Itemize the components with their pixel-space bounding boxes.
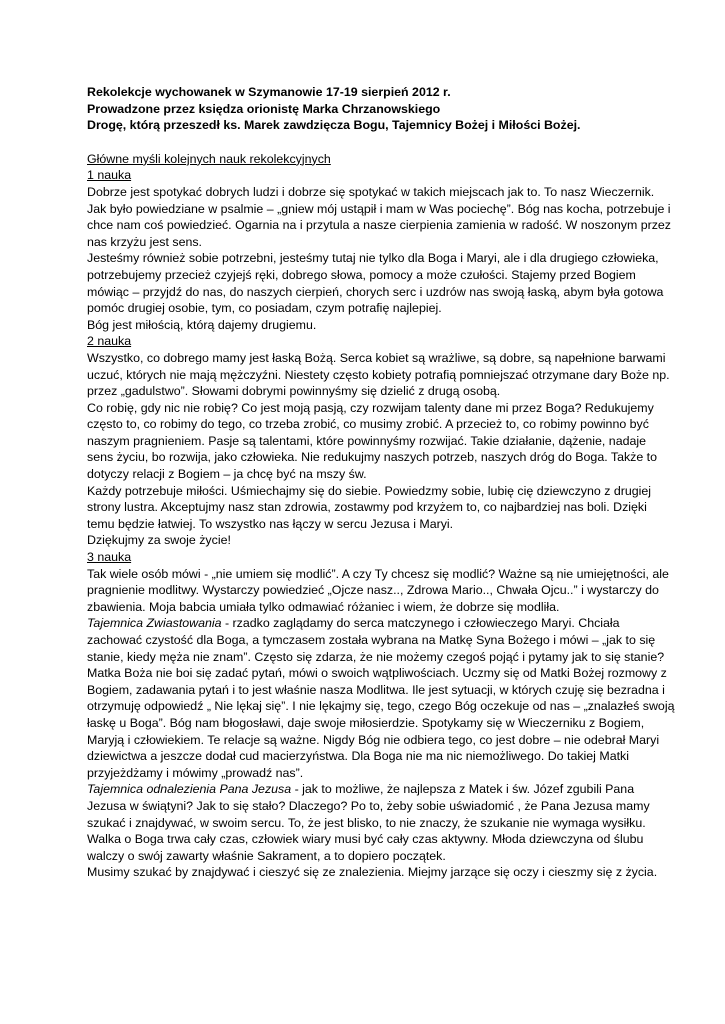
- paragraph: [87, 781, 675, 864]
- paragraph-text: - rzadko zaglądamy do serca matczynego i człowieczego Maryi. Chciała zachować czystość dla Boga, a tymczasem została wybrana na Matkę Syna Bożego i mówi – „jak to się stanie, kiedy męża nie znam”. Często się zdarza, że nie możemy czegoś pojąć i pytamy jak to się stanie? Matka Boża nie boi się zadać pytań, mówi o swoich wątpliwościach. Uczmy się od Matki Bożej rozmowy z Bogiem, zadawania pytań i to jest właśnie nasza Modlitwa. Ile jest sytuacji, w których czuję się bezradna i otrzymuję odpowiedź „ Nie lękaj się”. I nie lękajmy się, tego, czego Bóg oczekuje od nas – „znalazłeś swoją łaskę u Boga”. Bóg nam błogosławi, daje swoje miłosierdzie. Spotykamy się w Wieczerniku z Bogiem, Maryją i człowiekiem. Te relacje są ważne. Nigdy Bóg nie odbiera tego, co jest dobre – nie odebrał Maryi dziewictwa a jeszcze dodał cud macierzyństwa. Dla Boga nie ma nic niemożliwego. Do takiej Matki przyjeżdżamy i mówimy „prowadź nas”.: [87, 616, 675, 780]
- paragraph: Bóg jest miłością, którą dajemy drugiemu.: [87, 317, 317, 332]
- paragraph: Dziękujmy za swoje życie!: [87, 533, 231, 548]
- header-line-3: Drogę, którą przeszedł ks. Marek zawdzięcza Bogu, Tajemnicy Bożej i Miłości Bożej.: [87, 118, 581, 133]
- paragraph: Dobrze jest spotykać dobrych ludzi i dobrze się spotykać w takich miejscach jak to. To nasz Wieczernik. Jak było powiedziane w psalmie – „gniew mój ustąpił i mam w Was pociechę”. Bóg nas kocha, potrzebuje i chce nam coś powiedzieć. Ogarnia na i przytula a nasze cierpienia zamienia w radość. W noszonym przez nas krzyżu jest sens.: [87, 184, 672, 249]
- paragraph-text: - jak to możliwe, że najlepsza z Matek i św. Józef zgubili Pana Jezusa w świątyni? Jak to się stało? Dlaczego? Po to, żeby sobie uświadomić , że Pana Jezusa mamy szukać i znajdywać, w swoim sercu. To, że jest blisko, to nie znaczy, że szukanie nie wymaga wysiłku. Walka o Boga trwa cały czas, człowiek wiary musi być cały czas aktywny. Młoda dziewczyna od ślubu walczy o swój zawarty właśnie Sakrament, a to dopiero początek.: [87, 782, 650, 863]
- header-line-1: Rekolekcje wychowanek w Szymanowie 17-19 sierpień 2012 r.: [87, 85, 451, 99]
- section-title-3: 3 nauka: [87, 550, 132, 565]
- paragraph: Tak wiele osób mówi - „nie umiem się modlić”. A czy Ty chcesz się modlić? Ważne są nie umiejętności, ale pragnienie modlitwy. Wystarczy powiedzieć „Ojcze nasz.., Zdrowa Mario.., Chwała Ojcu..” i wystarczy do zbawienia. Moja babcia umiała tylko odmawiać różaniec i wiem, że dobrze się modliła.: [87, 566, 669, 614]
- paragraph: Musimy szukać by znajdywać i cieszyć się ze znalezienia. Miejmy jarzące się oczy i cieszmy się z życia.: [87, 865, 658, 880]
- header-line-2: Prowadzone przez księdza orionistę Marka Chrzanowskiego: [87, 101, 441, 116]
- section-title-2: 2 nauka: [87, 334, 132, 349]
- paragraph: [87, 615, 675, 781]
- paragraph: Każdy potrzebuje miłości. Uśmiechajmy się do siebie. Powiedzmy sobie, lubię cię dziewczyno z drugiej strony lustra. Akceptujmy nasz stan zdrowia, zostawmy pod krzyżem to, co najbardziej nas boli. Dzięki temu będzie łatwiej. To wszystko nas łączy w sercu Jezusa i Maryi.: [87, 483, 652, 531]
- mystery-title: Tajemnica Zwiastowania: [87, 616, 222, 631]
- paragraph: Wszystko, co dobrego mamy jest łaską Bożą. Serca kobiet są wrażliwe, są dobre, są napełnione barwami uczuć, których nie mają mężczyźni. Niestety często kobiety potrafią pomniejszać otrzymane dary Boże np. przez „gadulstwo”. Słowami dobrymi powinnyśmy się dzielić z drugą osobą.: [87, 350, 670, 399]
- section-title-1: 1 nauka: [87, 168, 132, 183]
- spacer: [87, 134, 675, 151]
- mystery-title: Tajemnica odnalezienia Pana Jezusa: [87, 782, 292, 797]
- paragraph: Co robię, gdy nic nie robię? Co jest moją pasją, czy rozwijam talenty dane mi przez Boga? Redukujemy często to, co robimy do tego, co trzeba zrobić, co musimy zrobić. A przecież to, co robimy powinno być naszym pragnieniem. Pasje są talentami, które powinnyśmy rozwijać. Takie działanie, dążenie, nadaje sens życiu, bo rozwija, jako człowieka. Nie redukujmy naszych potrzeb, naszych dróg do Boga. Także to dotyczy relacji z Bogiem – ja chcę być na mszy św.: [87, 400, 658, 482]
- document-subtitle: Główne myśli kolejnych nauk rekolekcyjnych: [87, 151, 331, 166]
- paragraph: Jesteśmy również sobie potrzebni, jesteśmy tutaj nie tylko dla Boga i Maryi, ale i dla drugiego człowieka, potrzebujemy przecież czyjejś ręki, dobrego słowa, pomocy a może czułości. Stajemy przed Bogiem mówiąc – przyjdź do nas, do naszych cierpień, chorych serc i uzdrów nas swoją łaską, abym była gotowa pomóc drugiej osobie, tym, co posiadam, czym potrafię najlepiej.: [87, 251, 664, 316]
